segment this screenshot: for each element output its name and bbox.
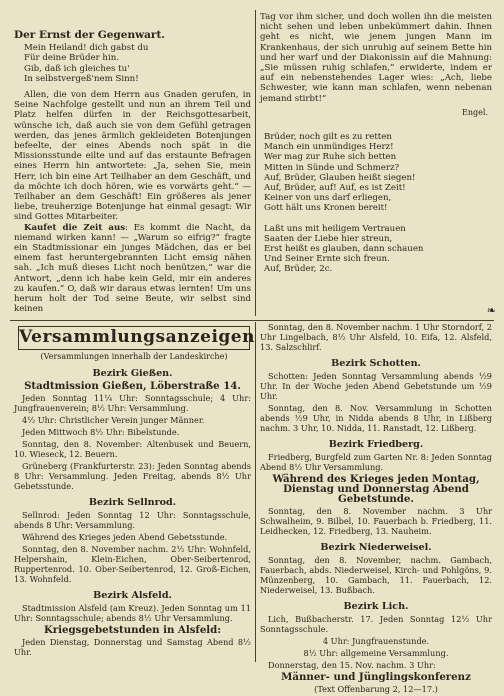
meeting-entry: Schotten: Jeden Sonntag Versammlung abends ½9 Uhr. In der Woche jeden Abend Gebetstunde um ½9 Uhr.	[260, 371, 492, 401]
meeting-entry: Jeden Sonntag 11¼ Uhr: Sonntagsschule; 4 Uhr: Jungfrauenverein; 8½ Uhr: Versammlung.	[14, 393, 251, 413]
meeting-entry: Sonntag, den 8. November: Altenbusek und Beuern, 10. Wieseck, 12. Beuern.	[14, 439, 251, 459]
entry-headline: Stadtmission Gießen, Löberstraße 14.	[24, 380, 241, 392]
meeting-entry: Jeden Mittwoch 8½ Uhr: Bibelstunde.	[22, 427, 180, 437]
article-paragraph	[14, 223, 251, 315]
stanza-line: Keiner von uns darf erliegen,	[264, 193, 392, 204]
entry-line: (Text Offenbarung 2, 12—17.)	[314, 684, 438, 694]
ads-header: Versammlungsanzeigen	[18, 326, 250, 350]
meeting-entry: Sonntag, den 8. November nachm. 2½ Uhr: Wohnfeld, Helpershain, Klein-Eichen, Ober-Seibertenrod, Ruppertenrod. 10. Ober-Seibertenrod, 12. Groß-Eichen, 13. Wohnfeld.	[14, 544, 251, 584]
stanza-line: Gott hält uns Kronen bereit!	[264, 203, 388, 214]
meeting-entry: 4½ Uhr: Christlicher Verein junger Männer.	[22, 415, 205, 425]
article-poem	[14, 43, 251, 84]
poem-line: Für deine Brüder hin.	[24, 53, 119, 64]
poem-stanza	[260, 132, 492, 275]
stanza-line: Erst heißt es glauben, dann schauen	[264, 244, 424, 255]
district-heading: Bezirk Sellnrod.	[88, 497, 177, 508]
district-heading: Bezirk Friedberg.	[328, 439, 424, 450]
ads-subheader: (Versammlungen innerhalb der Landeskirche)	[40, 352, 228, 361]
stanza-line: Auf, Brüder, Glauben heißt siegen!	[264, 172, 416, 183]
stanza-line: Saaten der Liebe hier streun,	[264, 233, 393, 244]
article-paragraph: Tag vor ihm sicher, und doch wollen ihn die meisten nicht sehen und leben unbekümmert dahin. Ihnen geht es nicht, wie jenem jungen Mann im Krankenhaus, der sich unruhig auf seinem Bette hin und her warf und der Diakonissin auf die Mahnung: „Sie müssen ruhig schlafen,“ erwiderte, indem er auf ein nebenstehendes Lager wies: „Ach, liebe Schwester, wie kann man schlafen, wenn nebenan jemand stirbt!“	[260, 12, 492, 104]
entry-headline: Während des Krieges jeden Montag, Dienstag und Donnerstag Abend Gebetstunde.	[272, 473, 480, 505]
column-divider	[255, 10, 256, 316]
stanza-line: Manch ein unmündiges Herz!	[264, 142, 394, 153]
meeting-entry: Sellnrod: Jeden Sonntag 12 Uhr: Sonntagsschule, abends 8 Uhr: Versammlung.	[14, 510, 251, 530]
poem-line: In selbstvergeß'nem Sinn!	[24, 73, 139, 84]
meeting-entry: Jeden Dienstag, Donnerstag und Samstag Abend 8½ Uhr.	[14, 637, 251, 657]
district-heading: Bezirk Gießen.	[92, 368, 173, 379]
entry-headline: Männer- und Jünglingskonferenz	[281, 671, 471, 683]
stanza-line: Brüder, noch gilt es zu retten	[264, 132, 392, 143]
paragraph-emphasis: Kaufet die Zeit aus	[24, 222, 126, 233]
poem-line: Mein Heiland! dich gabst du	[24, 43, 149, 54]
entry-headline: Kriegsgebetstunden in Alsfeld:	[43, 624, 222, 636]
stanza-line: Laßt uns mit heiligem Vertrauen	[264, 223, 406, 234]
meeting-entry: Lich, Bußbacherstr. 17. Jeden Sonntag 12½ Uhr Sonntagsschule.	[260, 614, 492, 634]
stanza-line: Auf, Brüder, 2c.	[264, 264, 333, 275]
meeting-entry: Sonntag, den 8. November, nachm. Gambach, Fauerbach, abds. Niederweisel, Kirch- und Pohlgöns, 9. Münzenberg, 10. Gambach, 11. Fauerbach, 12. Niederweisel, 13. Bußbach.	[260, 555, 492, 595]
meeting-entry: Stadtmission Alsfeld (am Kreuz). Jeden Sonntag um 11 Uhr: Sonntagsschule; abends 8½ Uhr Versammlung.	[14, 603, 251, 623]
ads-right-column	[260, 322, 492, 696]
article-left-column	[14, 12, 251, 314]
stanza-line: Und Seiner Ernte sich freun.	[264, 254, 390, 265]
entry-line: 4 Uhr: Jungfrauenstunde.	[322, 636, 430, 646]
meeting-entry: Sonntag, den 8. Nov. Versammlung in Schotten abends ½9 Uhr, in Nidda abends 8 Uhr, in Lißberg nachm. 3 Uhr, 10. Nidda, 11. Ranstadt, 12. Lißberg.	[260, 403, 492, 433]
meeting-entry: Sonntag, den 8. November nachm. 1 Uhr Storndorf, 2 Uhr Lingelbach, 8½ Uhr Alsfeld, 10. Eifa, 12. Alsfeld, 13. Salzschlirf.	[260, 322, 492, 352]
poem-line: Gib, daß ich gleiches tu'	[24, 63, 130, 74]
stanza-line: Auf, Brüder, auf! Auf, es ist Zeit!	[264, 183, 406, 194]
article-right-column	[260, 12, 492, 275]
stanza-line: Mitten in Sünde und Schmerz?	[264, 162, 400, 173]
article-paragraph: Allen, die von dem Herrn aus Gnaden gerufen, in Seine Nachfolge gestellt und nun an ihrem Teil und Platz helfen dürfen in der Reichsgottesarbeit, wünsche ich, daß auch sie von dem Gefühl getragen werden, das jenes ärmlich gekleideten Botenjungen befeelte, der eines Abends noch spät in die Missionsstunde eilte und auf das erstaunte Befragen eines Herrn hin antwortete: „Ja, sehen Sie, mein Herr, ich bin eine Art Teilhaber an dem Geschäft, und da möchte ich doch hören, wie es vorwärts geht.“ — Teilhaber an dem Geschäft! Ein größeres als jener liebe, treuherzige Botenjunge hat einmal gesagt: Wir sind Gottes Mitarbeiter.	[14, 90, 251, 223]
stanza-line: Wer mag zur Ruhe sich betten	[264, 152, 397, 163]
district-heading: Bezirk Alsfeld.	[93, 590, 172, 601]
column-divider	[255, 322, 256, 662]
ads-left-column	[14, 362, 251, 659]
district-heading: Bezirk Niederweisel.	[320, 542, 432, 553]
section-divider	[10, 320, 494, 321]
paragraph-text: : Es kommt die Nacht, da niemand wirken kann! — „Warum so eifrig?“ fragte ein Stadtmissionar ein junges Mädchen, das er bei einem fast heruntergebrannten Licht emsig nähen sah. „Ich muß dieses Licht noch benützen,“ war die Antwort, „denn ich habe kein Geld, mir ein anderes zu kaufen.“ O, daß wir daraus etwas lernten! Um uns herum holt der Tod seine Beute, wir selbst sind keinen	[14, 222, 251, 315]
meeting-entry: Sonntag, den 8. November nachm. 3 Uhr Schwalheim, 9. Bilbel, 10. Fauerbach b. Friedberg, 11. Leidhecken, 12. Friedberg, 13. Nauheim.	[260, 506, 492, 536]
meeting-entry: Während des Krieges jeden Abend Gebetsstunde.	[22, 532, 228, 542]
district-heading: Bezirk Lich.	[343, 601, 409, 612]
article-title: Der Ernst der Gegenwart.	[14, 29, 165, 41]
meeting-entry: Friedberg, Burgfeld zum Garten Nr. 8: Jeden Sonntag Abend 8½ Uhr Versammlung.	[260, 452, 492, 472]
ornament-icon: ❧	[486, 304, 496, 317]
district-heading: Bezirk Schotten.	[331, 358, 421, 369]
meeting-entry: Grüneberg (Frankfurterstr. 23): Jeden Sonntag abends 8 Uhr: Versammlung. Jeden Freitag, abends 8½ Uhr Gebetsstunde.	[14, 461, 251, 491]
meeting-entry: Donnerstag, den 15. Nov. nachm. 3 Uhr:	[268, 660, 436, 670]
author-signature: Engel.	[462, 107, 488, 117]
entry-line: 8½ Uhr: allgemeine Versammlung.	[303, 648, 449, 658]
